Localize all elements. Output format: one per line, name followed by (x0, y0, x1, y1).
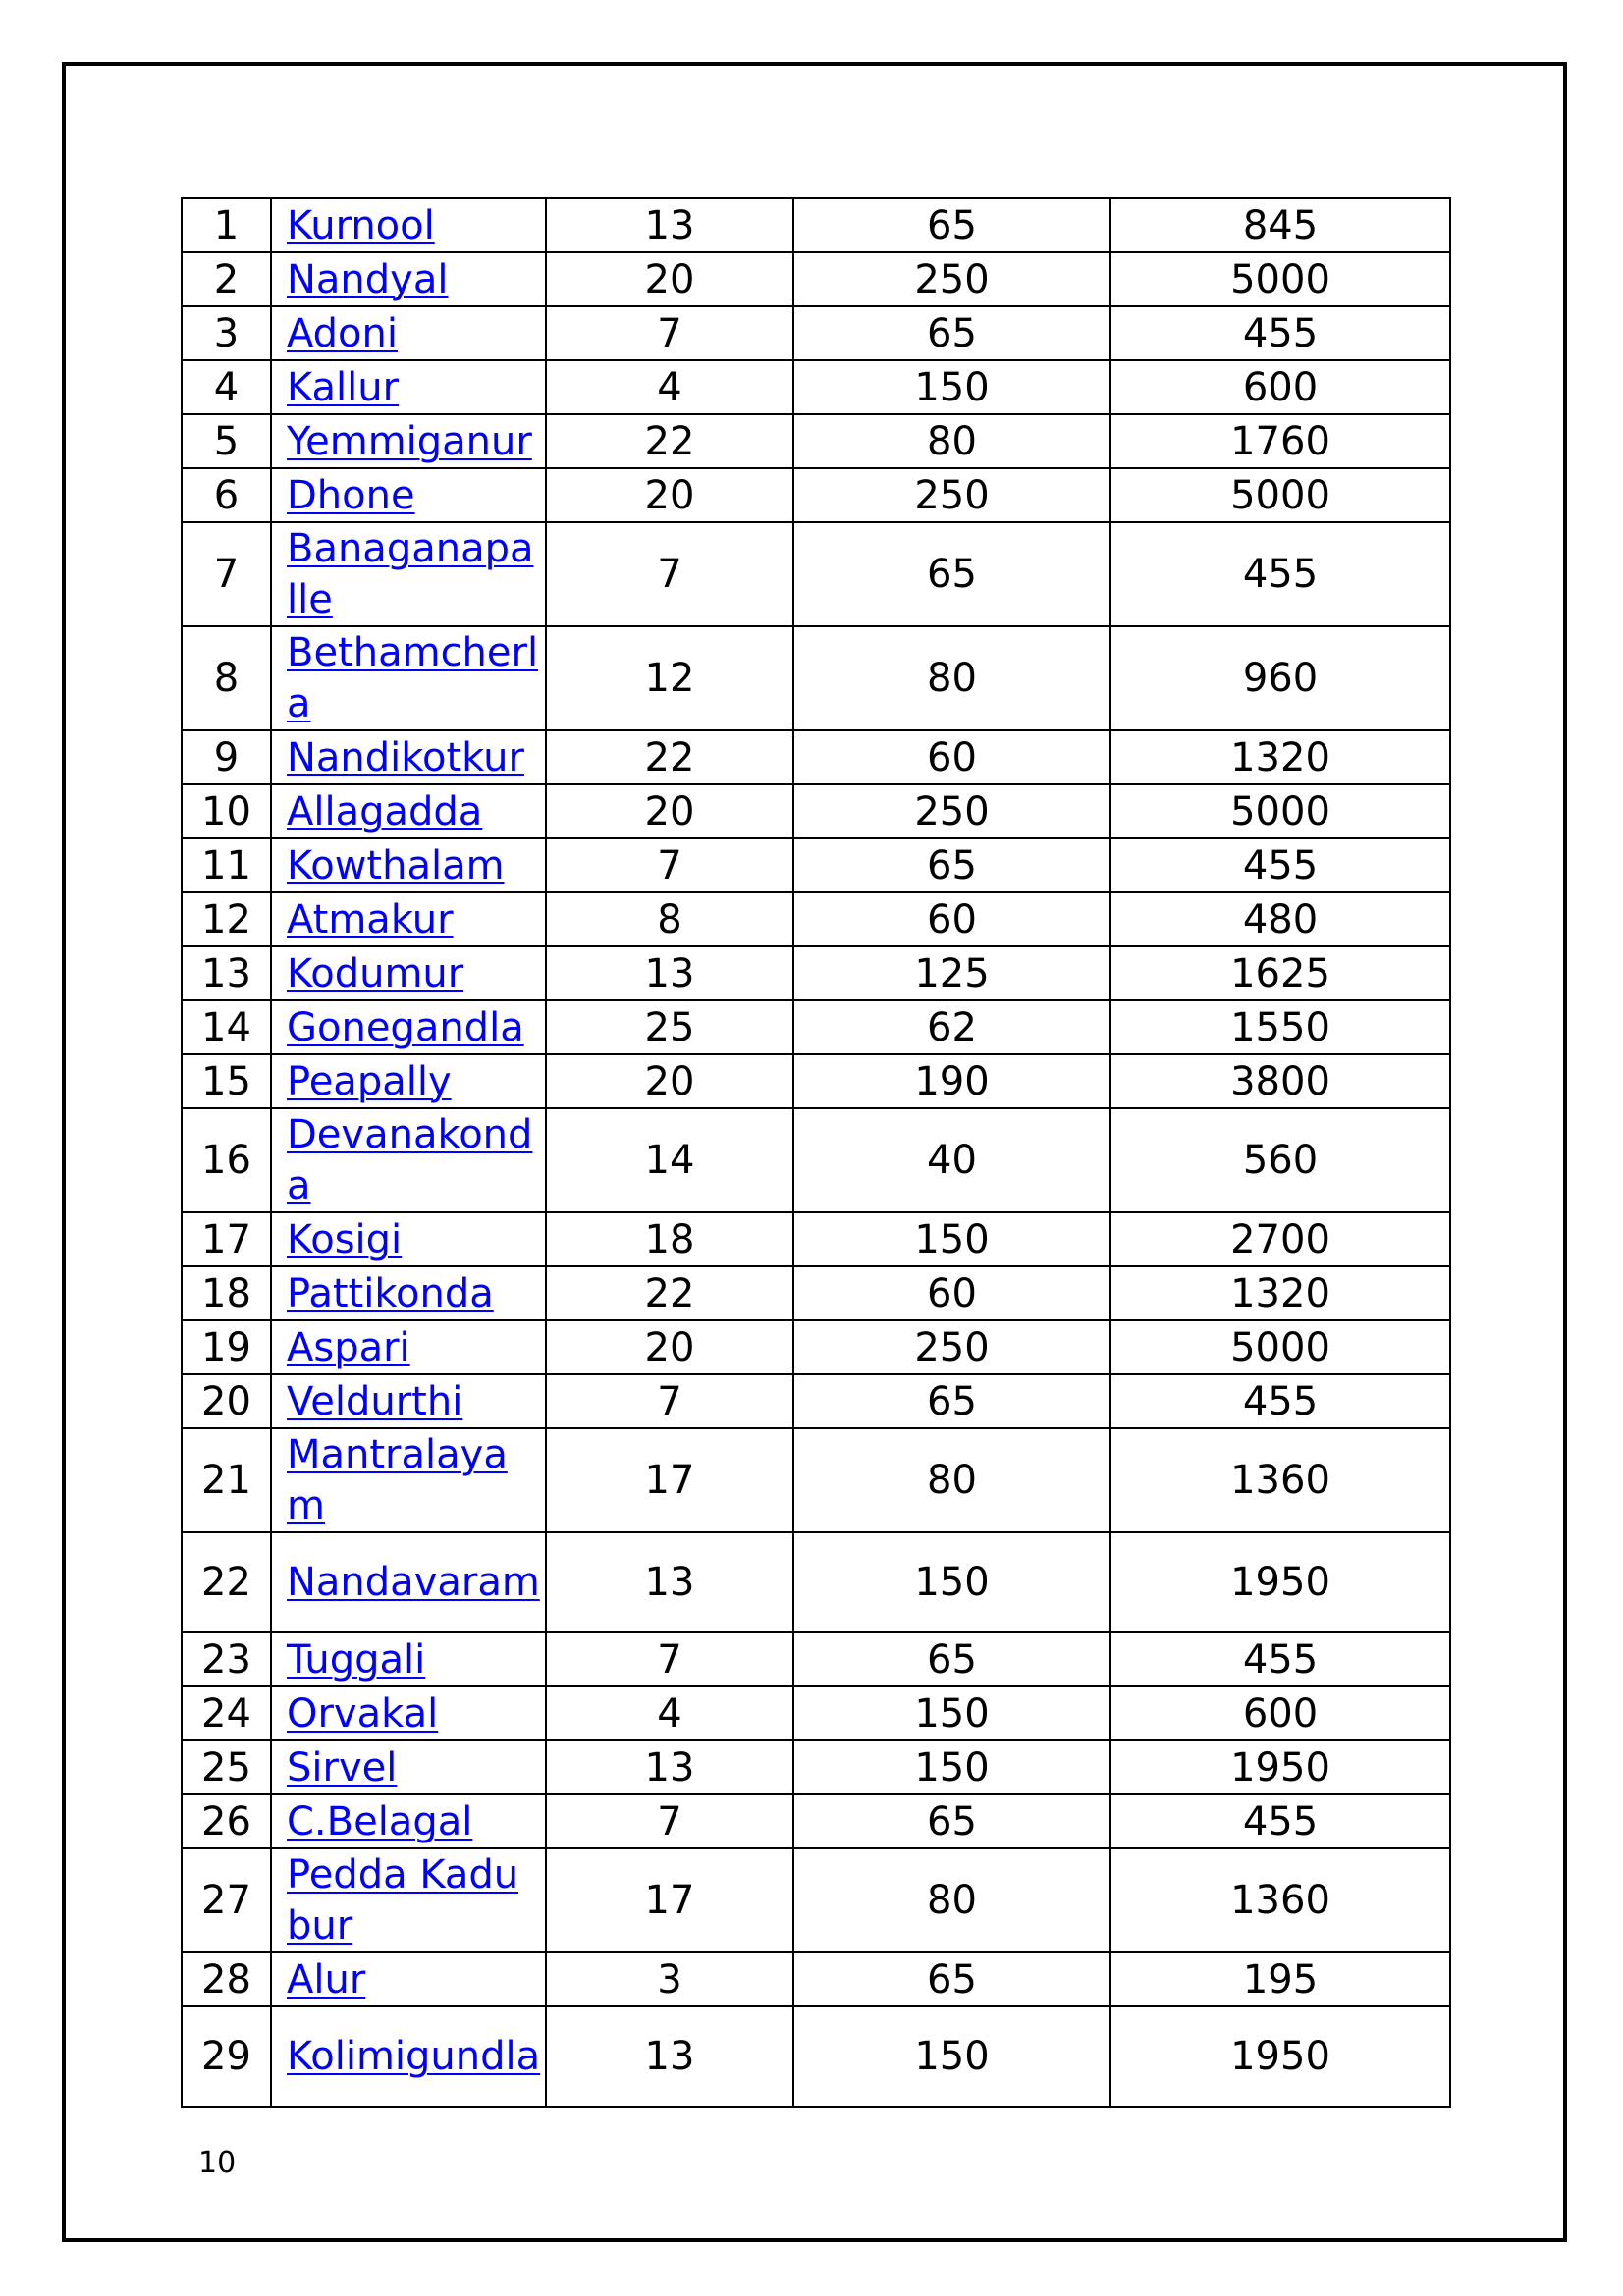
table-row (182, 1848, 1450, 1952)
table-row (182, 1108, 1450, 1212)
value-cell-1: 22 (546, 414, 793, 468)
place-link[interactable]: Nandavaram (287, 1560, 540, 1605)
table-row (182, 1320, 1450, 1374)
row-number-cell: 21 (182, 1428, 271, 1532)
name-cell (271, 1632, 546, 1686)
value-cell-2: 65 (793, 1632, 1110, 1686)
name-cell (271, 838, 546, 892)
row-number-cell: 22 (182, 1532, 271, 1632)
name-cell (271, 1794, 546, 1848)
row-number-cell: 27 (182, 1848, 271, 1952)
value-cell-2: 150 (793, 2006, 1110, 2107)
table-row (182, 468, 1450, 522)
value-cell-1: 4 (546, 1686, 793, 1740)
name-cell (271, 892, 546, 946)
value-cell-1: 13 (546, 198, 793, 252)
value-cell-3: 1760 (1110, 414, 1450, 468)
name-cell (271, 626, 546, 730)
value-cell-2: 65 (793, 198, 1110, 252)
value-cell-1: 20 (546, 468, 793, 522)
name-cell (271, 198, 546, 252)
value-cell-3: 455 (1110, 1794, 1450, 1848)
value-cell-1: 7 (546, 306, 793, 360)
value-cell-3: 455 (1110, 1374, 1450, 1428)
value-cell-1: 14 (546, 1108, 793, 1212)
place-link[interactable]: Mantralayam (287, 1432, 508, 1528)
row-number-cell: 13 (182, 946, 271, 1000)
value-cell-1: 17 (546, 1428, 793, 1532)
name-cell (271, 1952, 546, 2006)
name-cell (271, 414, 546, 468)
page-number: 10 (198, 2146, 237, 2180)
name-cell (271, 784, 546, 838)
value-cell-2: 65 (793, 1794, 1110, 1848)
value-cell-1: 20 (546, 252, 793, 306)
name-cell (271, 1532, 546, 1632)
table-row (182, 1794, 1450, 1848)
row-number-cell: 6 (182, 468, 271, 522)
row-number-cell: 26 (182, 1794, 271, 1848)
name-cell (271, 1320, 546, 1374)
place-link[interactable]: Veldurthi (287, 1378, 463, 1424)
place-link[interactable]: Devanakonda (287, 1112, 533, 1208)
place-link[interactable]: Kodumur (287, 950, 464, 996)
name-cell (271, 306, 546, 360)
row-number-cell: 19 (182, 1320, 271, 1374)
table-row (182, 1740, 1450, 1794)
table-row (182, 2006, 1450, 2107)
table-row (182, 1054, 1450, 1108)
value-cell-1: 8 (546, 892, 793, 946)
name-cell (271, 1740, 546, 1794)
value-cell-3: 600 (1110, 360, 1450, 414)
place-link[interactable]: Kosigi (287, 1216, 403, 1262)
value-cell-1: 17 (546, 1848, 793, 1952)
value-cell-1: 7 (546, 1794, 793, 1848)
value-cell-2: 150 (793, 1686, 1110, 1740)
place-link[interactable]: Allagadda (287, 788, 483, 834)
row-number-cell: 9 (182, 730, 271, 784)
value-cell-1: 20 (546, 784, 793, 838)
value-cell-3: 5000 (1110, 1320, 1450, 1374)
row-number-cell: 5 (182, 414, 271, 468)
name-cell (271, 1848, 546, 1952)
table-row (182, 1266, 1450, 1320)
value-cell-2: 65 (793, 306, 1110, 360)
value-cell-3: 1950 (1110, 2006, 1450, 2107)
value-cell-2: 80 (793, 626, 1110, 730)
row-number-cell: 3 (182, 306, 271, 360)
place-link[interactable]: C.Belagal (287, 1798, 473, 1844)
value-cell-1: 13 (546, 1740, 793, 1794)
value-cell-3: 455 (1110, 522, 1450, 626)
row-number-cell: 14 (182, 1000, 271, 1054)
name-cell (271, 468, 546, 522)
name-cell (271, 522, 546, 626)
table-row (182, 1374, 1450, 1428)
table-row (182, 414, 1450, 468)
value-cell-1: 13 (546, 1532, 793, 1632)
row-number-cell: 10 (182, 784, 271, 838)
place-link[interactable]: Nandyal (287, 256, 449, 302)
value-cell-2: 40 (793, 1108, 1110, 1212)
value-cell-2: 150 (793, 1740, 1110, 1794)
value-cell-2: 65 (793, 1952, 1110, 2006)
row-number-cell: 17 (182, 1212, 271, 1266)
place-link[interactable]: Gonegandla (287, 1004, 524, 1050)
value-cell-2: 80 (793, 1848, 1110, 1952)
value-cell-1: 7 (546, 1632, 793, 1686)
value-cell-1: 22 (546, 730, 793, 784)
table-row (182, 892, 1450, 946)
value-cell-2: 62 (793, 1000, 1110, 1054)
value-cell-1: 20 (546, 1054, 793, 1108)
place-link[interactable]: Kolimigundla (287, 2034, 541, 2079)
row-number-cell: 11 (182, 838, 271, 892)
table-row (182, 1632, 1450, 1686)
value-cell-1: 7 (546, 1374, 793, 1428)
value-cell-3: 560 (1110, 1108, 1450, 1212)
row-number-cell: 18 (182, 1266, 271, 1320)
value-cell-3: 480 (1110, 892, 1450, 946)
name-cell (271, 360, 546, 414)
row-number-cell: 8 (182, 626, 271, 730)
row-number-cell: 15 (182, 1054, 271, 1108)
value-cell-3: 455 (1110, 1632, 1450, 1686)
table-row (182, 1686, 1450, 1740)
place-link[interactable]: Sirvel (287, 1744, 398, 1790)
value-cell-3: 1320 (1110, 1266, 1450, 1320)
value-cell-1: 3 (546, 1952, 793, 2006)
value-cell-1: 7 (546, 838, 793, 892)
value-cell-3: 455 (1110, 838, 1450, 892)
value-cell-3: 5000 (1110, 468, 1450, 522)
value-cell-3: 600 (1110, 1686, 1450, 1740)
value-cell-2: 65 (793, 838, 1110, 892)
value-cell-3: 2700 (1110, 1212, 1450, 1266)
row-number-cell: 12 (182, 892, 271, 946)
value-cell-2: 60 (793, 892, 1110, 946)
table-row (182, 784, 1450, 838)
value-cell-1: 20 (546, 1320, 793, 1374)
place-link[interactable]: Bethamcherla (287, 630, 539, 726)
value-cell-2: 150 (793, 1212, 1110, 1266)
value-cell-1: 4 (546, 360, 793, 414)
place-link[interactable]: Atmakur (287, 896, 454, 942)
row-number-cell: 2 (182, 252, 271, 306)
table-row (182, 626, 1450, 730)
table-row (182, 360, 1450, 414)
row-number-cell: 7 (182, 522, 271, 626)
table-row (182, 252, 1450, 306)
row-number-cell: 25 (182, 1740, 271, 1794)
value-cell-2: 60 (793, 730, 1110, 784)
row-number-cell: 23 (182, 1632, 271, 1686)
name-cell (271, 1266, 546, 1320)
name-cell (271, 1000, 546, 1054)
value-cell-2: 250 (793, 784, 1110, 838)
table-row (182, 1428, 1450, 1532)
row-number-cell: 29 (182, 2006, 271, 2107)
place-link[interactable]: Pattikonda (287, 1270, 494, 1316)
value-cell-3: 845 (1110, 198, 1450, 252)
name-cell (271, 2006, 546, 2107)
name-cell (271, 730, 546, 784)
value-cell-3: 960 (1110, 626, 1450, 730)
row-number-cell: 1 (182, 198, 271, 252)
name-cell (271, 1108, 546, 1212)
name-cell (271, 252, 546, 306)
place-link[interactable]: Banaganapalle (287, 526, 534, 622)
name-cell (271, 1374, 546, 1428)
value-cell-2: 65 (793, 1374, 1110, 1428)
value-cell-3: 1360 (1110, 1428, 1450, 1532)
table-row (182, 1952, 1450, 2006)
value-cell-2: 65 (793, 522, 1110, 626)
place-link[interactable]: Adoni (287, 310, 398, 356)
value-cell-3: 1950 (1110, 1740, 1450, 1794)
value-cell-3: 1625 (1110, 946, 1450, 1000)
place-link[interactable]: Orvakal (287, 1690, 439, 1736)
value-cell-2: 250 (793, 468, 1110, 522)
value-cell-1: 13 (546, 2006, 793, 2107)
name-cell (271, 1686, 546, 1740)
value-cell-2: 150 (793, 1532, 1110, 1632)
row-number-cell: 16 (182, 1108, 271, 1212)
value-cell-1: 13 (546, 946, 793, 1000)
place-link[interactable]: Yemmiganur (287, 418, 532, 464)
table-row (182, 1212, 1450, 1266)
place-link[interactable]: Kowthalam (287, 842, 505, 888)
row-number-cell: 4 (182, 360, 271, 414)
table-row (182, 730, 1450, 784)
table-row (182, 838, 1450, 892)
value-cell-2: 80 (793, 1428, 1110, 1532)
value-cell-2: 250 (793, 252, 1110, 306)
table-row (182, 946, 1450, 1000)
row-number-cell: 24 (182, 1686, 271, 1740)
name-cell (271, 1054, 546, 1108)
value-cell-3: 5000 (1110, 784, 1450, 838)
value-cell-3: 1320 (1110, 730, 1450, 784)
value-cell-1: 7 (546, 522, 793, 626)
name-cell (271, 1212, 546, 1266)
place-link[interactable]: Dhone (287, 472, 415, 518)
data-table (181, 197, 1451, 2108)
place-link[interactable]: Alur (287, 1956, 366, 2002)
value-cell-3: 455 (1110, 306, 1450, 360)
table-row (182, 1532, 1450, 1632)
place-link[interactable]: Kallur (287, 364, 400, 410)
value-cell-1: 22 (546, 1266, 793, 1320)
value-cell-1: 18 (546, 1212, 793, 1266)
table-row (182, 1000, 1450, 1054)
value-cell-2: 125 (793, 946, 1110, 1000)
name-cell (271, 1428, 546, 1532)
value-cell-2: 250 (793, 1320, 1110, 1374)
value-cell-3: 1950 (1110, 1532, 1450, 1632)
value-cell-2: 60 (793, 1266, 1110, 1320)
value-cell-2: 80 (793, 414, 1110, 468)
table-row (182, 198, 1450, 252)
row-number-cell: 28 (182, 1952, 271, 2006)
value-cell-3: 1360 (1110, 1848, 1450, 1952)
name-cell (271, 946, 546, 1000)
table-row (182, 306, 1450, 360)
value-cell-2: 150 (793, 360, 1110, 414)
value-cell-3: 5000 (1110, 252, 1450, 306)
place-link[interactable]: Tuggali (287, 1636, 426, 1682)
value-cell-3: 1550 (1110, 1000, 1450, 1054)
place-link[interactable]: Kurnool (287, 202, 435, 248)
place-link[interactable]: Pedda Kadubur (287, 1852, 519, 1949)
value-cell-1: 12 (546, 626, 793, 730)
table-row (182, 522, 1450, 626)
value-cell-1: 25 (546, 1000, 793, 1054)
place-link[interactable]: Aspari (287, 1324, 410, 1370)
place-link[interactable]: Nandikotkur (287, 734, 524, 780)
place-link[interactable]: Peapally (287, 1058, 452, 1104)
value-cell-2: 190 (793, 1054, 1110, 1108)
row-number-cell: 20 (182, 1374, 271, 1428)
value-cell-3: 195 (1110, 1952, 1450, 2006)
value-cell-3: 3800 (1110, 1054, 1450, 1108)
